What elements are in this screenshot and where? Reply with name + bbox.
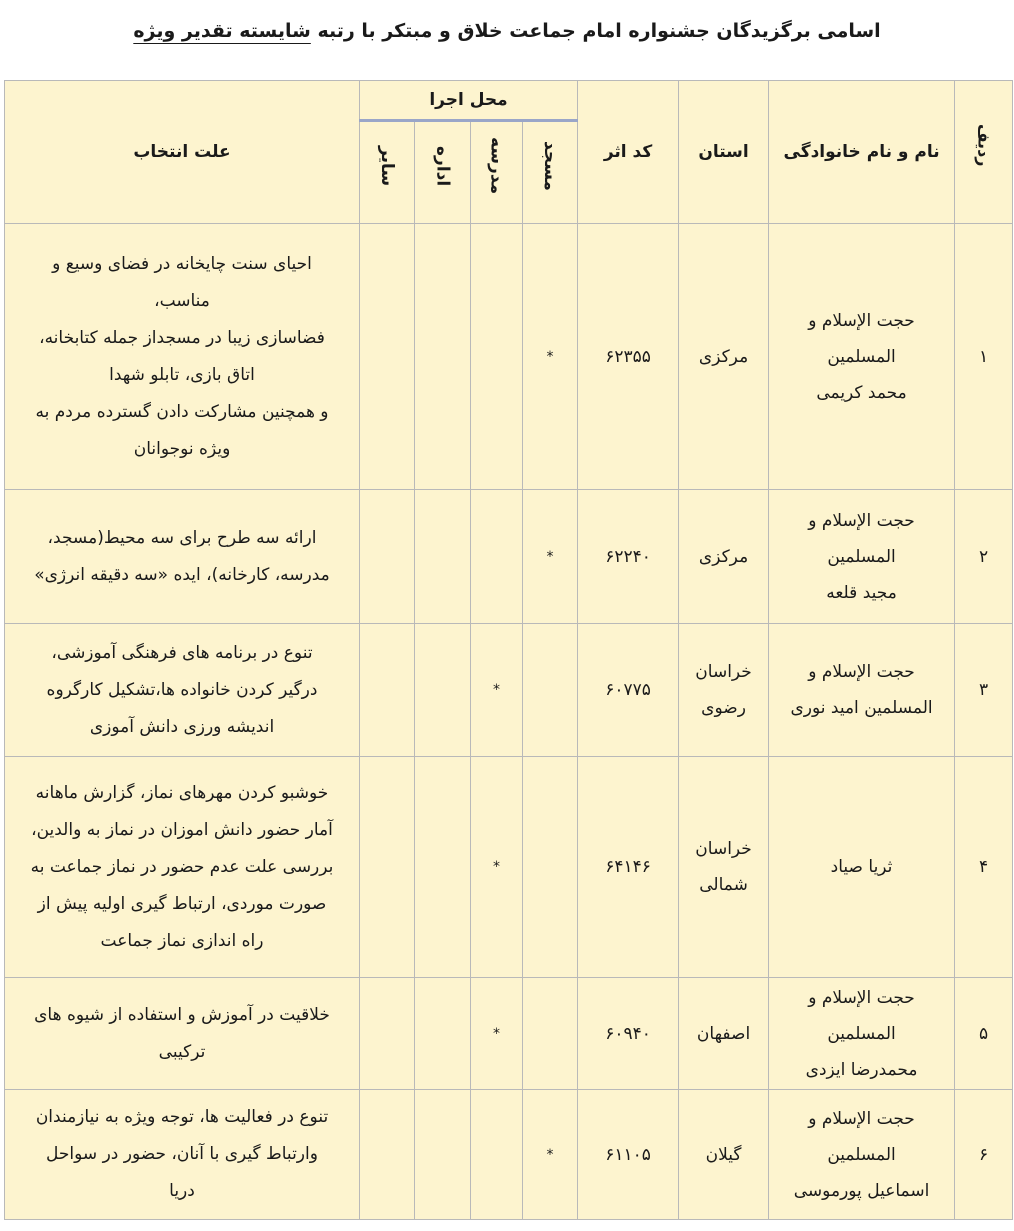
cell-row-number: ۴ — [955, 757, 1013, 978]
cell-venue-mosque — [523, 624, 578, 757]
table-body — [5, 224, 1013, 1220]
cell-reason: تنوع در برنامه های فرهنگی آموزشی، درگیر کردن خانواده ها،تشکیل کارگروه اندیشه ورزی دانش آموزی — [5, 624, 360, 757]
cell-venue-office — [415, 978, 471, 1090]
cell-name: حجت الإسلام و المسلمین مجید قلعه — [769, 490, 955, 624]
cell-venue-mosque: * — [523, 224, 578, 490]
cell-row-number: ۵ — [955, 978, 1013, 1090]
header-venue: محل اجرا — [360, 81, 578, 121]
table-row — [5, 1090, 1013, 1220]
header-venue-office: اداره — [415, 121, 471, 224]
cell-venue-office — [415, 757, 471, 978]
title-prefix: اسامی برگزیدگان جشنواره امام جماعت خلاق و مبتکر با رتبه — [317, 20, 881, 42]
cell-province: خراسان رضوی — [679, 624, 769, 757]
table-header — [5, 81, 1013, 224]
page-title — [0, 14, 1014, 48]
cell-name: ثریا صیاد — [769, 757, 955, 978]
header-venue-other: سایر — [360, 121, 415, 224]
cell-reason: خلاقیت در آموزش و استفاده از شیوه های ترکیبی — [5, 978, 360, 1090]
header-name: نام و نام خانوادگی — [769, 81, 955, 224]
cell-venue-school — [471, 1090, 523, 1220]
cell-venue-other — [360, 224, 415, 490]
table-row — [5, 490, 1013, 624]
cell-venue-other — [360, 490, 415, 624]
cell-venue-school — [471, 490, 523, 624]
cell-row-number: ۳ — [955, 624, 1013, 757]
cell-reason: تنوع در فعالیت ها، توجه ویژه به نیازمندان وارتباط گیری با آنان، حضور در سواحل دریا — [5, 1090, 360, 1220]
cell-province: خراسان شمالی — [679, 757, 769, 978]
cell-name: حجت الإسلام و المسلمین محمدرضا ایزدی — [769, 978, 955, 1090]
cell-reason: خوشبو کردن مهرهای نماز، گزارش ماهانه آمار حضور دانش اموزان در نماز به والدین، بررسی علت عدم حضور در نماز جماعت به صورت موردی، ارتباط گیری اولیه پیش از راه اندازی نماز جماعت — [5, 757, 360, 978]
cell-venue-mosque: * — [523, 490, 578, 624]
cell-row-number: ۲ — [955, 490, 1013, 624]
cell-row-number: ۶ — [955, 1090, 1013, 1220]
cell-province: اصفهان — [679, 978, 769, 1090]
cell-code: ۶۱۱۰۵ — [578, 1090, 679, 1220]
cell-venue-mosque — [523, 757, 578, 978]
cell-code: ۶۲۲۴۰ — [578, 490, 679, 624]
cell-venue-office — [415, 224, 471, 490]
header-code: کد اثر — [578, 81, 679, 224]
winners-table — [4, 80, 1013, 1220]
cell-venue-other — [360, 1090, 415, 1220]
cell-province: مرکزی — [679, 490, 769, 624]
table-row — [5, 224, 1013, 490]
cell-venue-office — [415, 1090, 471, 1220]
cell-venue-other — [360, 757, 415, 978]
header-province: استان — [679, 81, 769, 224]
cell-venue-school: * — [471, 624, 523, 757]
cell-reason: احیای سنت چایخانه در فضای وسیع و مناسب، فضاسازی زیبا در مسجداز جمله کتابخانه، اتاق بازی، تابلو شهدا و همچنین مشارکت دادن گسترده مردم به ویژه نوجوانان — [5, 224, 360, 490]
header-venue-school: مدرسه — [471, 121, 523, 224]
header-row-number: ردیف — [955, 81, 1013, 224]
cell-venue-school: * — [471, 978, 523, 1090]
cell-code: ۶۰۷۷۵ — [578, 624, 679, 757]
table-row — [5, 624, 1013, 757]
cell-venue-school: * — [471, 757, 523, 978]
cell-code: ۶۰۹۴۰ — [578, 978, 679, 1090]
title-highlight: شایسته تقدیر ویژه — [133, 20, 311, 42]
cell-province: گیلان — [679, 1090, 769, 1220]
cell-name: حجت الإسلام و المسلمین محمد کریمی — [769, 224, 955, 490]
cell-province: مرکزی — [679, 224, 769, 490]
cell-venue-office — [415, 490, 471, 624]
table-row — [5, 757, 1013, 978]
cell-name: حجت الإسلام و المسلمین امید نوری — [769, 624, 955, 757]
table-row — [5, 978, 1013, 1090]
cell-venue-school — [471, 224, 523, 490]
header-reason: علت انتخاب — [5, 81, 360, 224]
cell-venue-other — [360, 624, 415, 757]
cell-row-number: ۱ — [955, 224, 1013, 490]
cell-code: ۶۲۳۵۵ — [578, 224, 679, 490]
cell-venue-office — [415, 624, 471, 757]
cell-reason: ارائه سه طرح برای سه محیط(مسجد، مدرسه، کارخانه)، ایده «سه دقیقه انرژی» — [5, 490, 360, 624]
cell-venue-other — [360, 978, 415, 1090]
cell-venue-mosque: * — [523, 1090, 578, 1220]
cell-code: ۶۴۱۴۶ — [578, 757, 679, 978]
cell-name: حجت الإسلام و المسلمین اسماعیل پورموسی — [769, 1090, 955, 1220]
cell-venue-mosque — [523, 978, 578, 1090]
header-venue-mosque: مسجد — [523, 121, 578, 224]
